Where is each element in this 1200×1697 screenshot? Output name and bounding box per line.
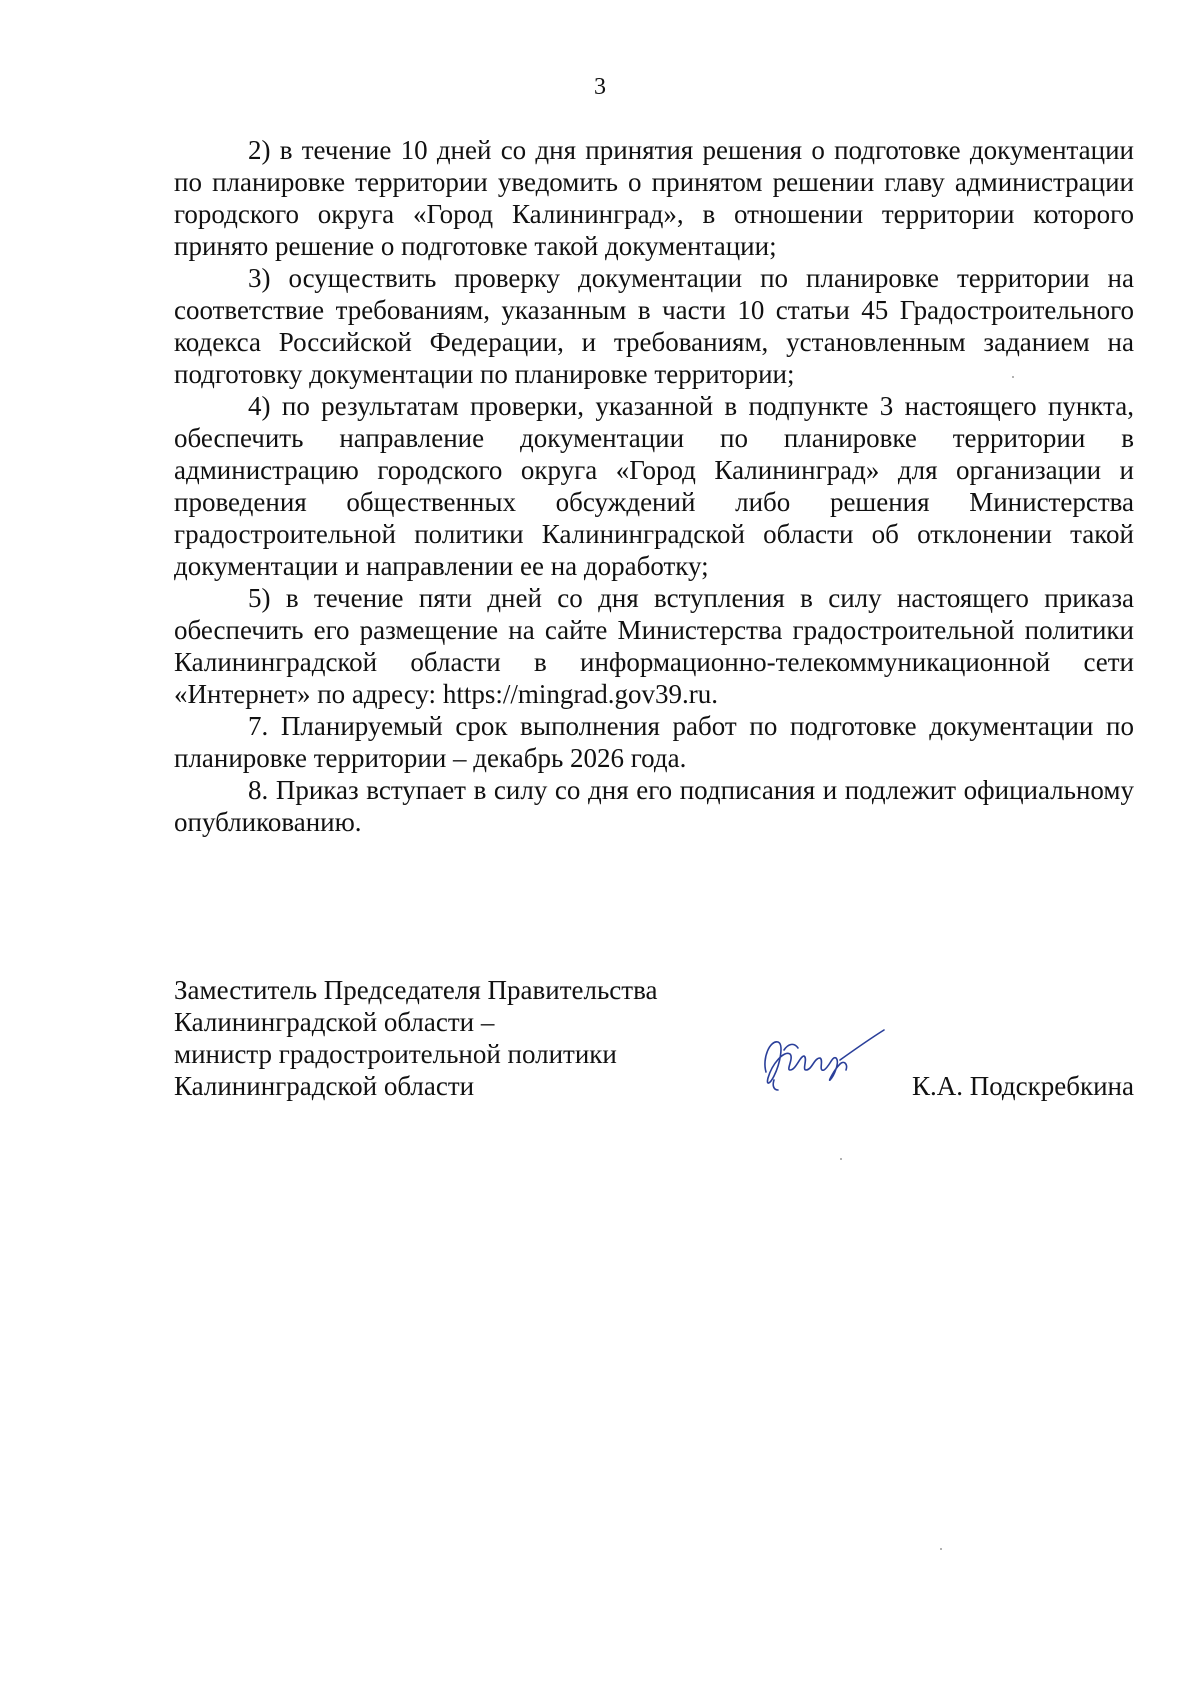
paragraph-item-3: 3) осуществить проверку документации по планировке территории на соответствие требованиям, указанным в части 10 статьи 45 Градостроительного кодекса Российской Федерации, и требованиям, установленным заданием на подготовку документации по планировке территории; bbox=[174, 263, 1134, 389]
paragraph-item-2: 2) в течение 10 дней со дня принятия решения о подготовке документации по планировке территории уведомить о принятом решении главу администрации городского округа «Город Калининград», в отношении территории которого принято решение о подготовке такой документации; bbox=[174, 135, 1134, 261]
signer-title-line: Заместитель Председателя Правительства bbox=[174, 975, 658, 1005]
signer-name: К.А. Подскребкина bbox=[911, 1071, 1134, 1101]
signer-title-line: Калининградской области bbox=[174, 1071, 475, 1101]
page-number: 3 bbox=[594, 74, 606, 100]
signer-title-line: министр градостроительной политики bbox=[174, 1039, 617, 1069]
paragraph-clause-7: 7. Планируемый срок выполнения работ по подготовке документации по планировке территории – декабрь 2026 года. bbox=[174, 711, 1134, 773]
paragraph-clause-8: 8. Приказ вступает в силу со дня его подписания и подлежит официальному опубликованию. bbox=[174, 775, 1134, 837]
signature-strokes bbox=[765, 1030, 884, 1090]
paragraph-item-4: 4) по результатам проверки, указанной в подпункте 3 настоящего пункта, обеспечить направление документации по планировке территории в администрацию городского округа «Город Калининград» для организации и проведения общественных обсуждений либо решения Министерства градостроительной политики Калининградской области об отклонении такой документации и направлении ее на доработку; bbox=[174, 391, 1134, 581]
handwritten-signature bbox=[744, 1020, 894, 1100]
signer-title-line: Калининградской области – bbox=[174, 1007, 495, 1037]
signer-title bbox=[174, 974, 734, 1102]
signature-block bbox=[174, 974, 1134, 1114]
paragraph-item-5: 5) в течение пяти дней со дня вступления в силу настоящего приказа обеспечить его размещение на сайте Министерства градостроительной политики Калининградской области в информационно-телекоммуникационной сети «Интернет» по адресу: https://mingrad.gov39.ru. bbox=[174, 583, 1134, 709]
scan-speck bbox=[1012, 376, 1014, 378]
scan-speck bbox=[840, 1158, 842, 1160]
document-body bbox=[174, 134, 1134, 838]
scan-speck bbox=[940, 1548, 942, 1550]
